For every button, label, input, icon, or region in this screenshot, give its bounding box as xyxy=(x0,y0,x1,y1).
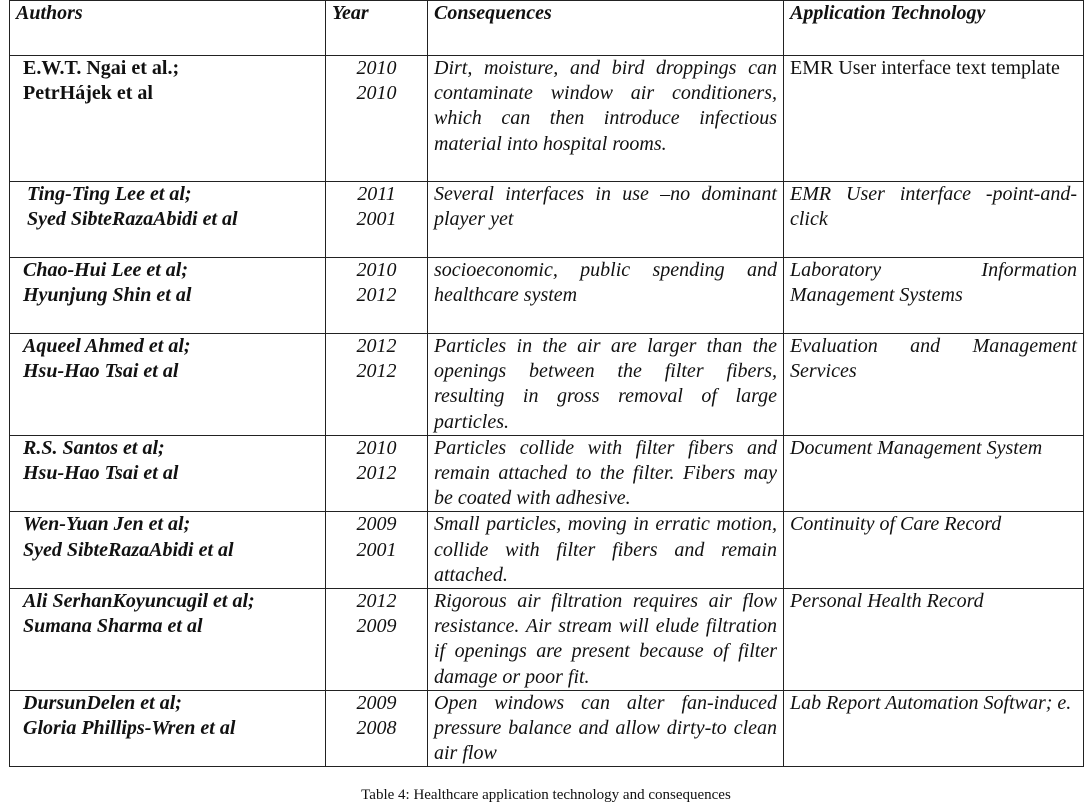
author-name: Wen-Yuan Jen et al; xyxy=(23,513,191,536)
table-row xyxy=(10,435,1084,512)
author-name: Sumana Sharma et al xyxy=(23,615,203,638)
year-cell xyxy=(326,56,428,182)
table-row xyxy=(10,182,1084,258)
author-name: Gloria Phillips-Wren et al xyxy=(23,717,236,740)
consequences-cell: Small particles, moving in erratic motion, collide with filter fibers and remain attached. xyxy=(428,512,784,589)
year-cell xyxy=(326,334,428,436)
year-cell xyxy=(326,589,428,691)
authors-cell xyxy=(10,435,326,512)
authors-cell xyxy=(10,182,326,258)
header-year: Year xyxy=(326,1,428,56)
author-name: Chao-Hui Lee et al; xyxy=(23,259,188,281)
author-name: Hsu-Hao Tsai et al xyxy=(23,360,179,383)
header-authors: Authors xyxy=(10,1,326,56)
year-value: 2010 xyxy=(356,436,397,459)
header-consequences: Consequences xyxy=(428,1,784,56)
table-row xyxy=(10,512,1084,589)
author-name: DursunDelen et al; xyxy=(23,691,182,714)
consequences-cell: Particles collide with filter fibers and remain attached to the filter. Fibers may be coated with adhesive. xyxy=(428,435,784,512)
year-value: 2009 xyxy=(356,615,397,638)
technology-cell: Continuity of Care Record xyxy=(784,512,1084,589)
author-name: Ting-Ting Lee et al; xyxy=(27,183,192,205)
year-value: 2010 xyxy=(356,82,397,105)
year-value: 2012 xyxy=(356,360,397,383)
consequences-cell: socioeconomic, public spending and healthcare system xyxy=(428,258,784,334)
year-value: 2012 xyxy=(356,590,397,613)
year-value: 2010 xyxy=(356,57,397,79)
author-name: Hsu-Hao Tsai et al xyxy=(23,462,179,485)
consequences-cell: Rigorous air filtration requires air flow resistance. Air stream will elude filtration if openings are present because of filter damage or poor fit. xyxy=(428,589,784,691)
year-value: 2009 xyxy=(356,691,397,714)
table-row xyxy=(10,258,1084,334)
consequences-cell: Open windows can alter fan-induced pressure balance and allow dirty-to clean air flow xyxy=(428,690,784,767)
year-value: 2012 xyxy=(356,284,397,307)
year-value: 2001 xyxy=(356,538,397,561)
year-cell xyxy=(326,182,428,258)
technology-cell: Lab Report Automation Softwar; e. xyxy=(784,690,1084,767)
authors-cell xyxy=(10,589,326,691)
authors-cell xyxy=(10,690,326,767)
year-value: 2001 xyxy=(356,208,397,231)
authors-cell xyxy=(10,512,326,589)
year-value: 2012 xyxy=(356,462,397,485)
year-cell xyxy=(326,690,428,767)
year-value: 2009 xyxy=(356,513,397,536)
healthcare-technology-table xyxy=(9,0,1084,767)
technology-cell: EMR User interface -point-and-click xyxy=(784,182,1084,258)
technology-cell: Laboratory Information Management Systems xyxy=(784,258,1084,334)
authors-cell xyxy=(10,258,326,334)
table-row xyxy=(10,690,1084,767)
author-name: R.S. Santos et al; xyxy=(23,436,165,459)
year-cell xyxy=(326,435,428,512)
technology-cell: Evaluation and Management Services xyxy=(784,334,1084,436)
author-name: PetrHájek et al xyxy=(23,82,153,105)
technology-cell: Personal Health Record xyxy=(784,589,1084,691)
author-name: Syed SibteRazaAbidi et al xyxy=(27,208,238,231)
consequences-cell: Particles in the air are larger than the openings between the filter fibers, resulting in gross removal of large particles. xyxy=(428,334,784,436)
table-row xyxy=(10,589,1084,691)
author-name: Hyunjung Shin et al xyxy=(23,284,192,307)
year-value: 2010 xyxy=(356,259,397,281)
year-value: 2012 xyxy=(356,335,397,357)
table-row xyxy=(10,334,1084,436)
authors-cell xyxy=(10,334,326,436)
author-name: Ali SerhanKoyuncugil et al; xyxy=(23,590,255,613)
table-header-row xyxy=(10,1,1084,56)
table-caption: Table 4: Healthcare application technology and consequences xyxy=(361,787,731,803)
header-application-technology: Application Technology xyxy=(784,1,1084,56)
year-value: 2011 xyxy=(357,183,396,205)
year-cell xyxy=(326,512,428,589)
author-name: Aqueel Ahmed et al; xyxy=(23,335,191,357)
consequences-cell: Dirt, moisture, and bird droppings can contaminate window air conditioners, which can then introduce infectious material into hospital rooms. xyxy=(428,56,784,182)
year-cell xyxy=(326,258,428,334)
table-row xyxy=(10,56,1084,182)
year-value: 2008 xyxy=(356,717,397,740)
technology-cell: EMR User interface text template xyxy=(784,56,1084,182)
consequences-cell: Several interfaces in use –no dominant player yet xyxy=(428,182,784,258)
authors-cell xyxy=(10,56,326,182)
author-name: Syed SibteRazaAbidi et al xyxy=(23,538,234,561)
technology-cell: Document Management System xyxy=(784,435,1084,512)
author-name: E.W.T. Ngai et al.; xyxy=(23,57,180,79)
